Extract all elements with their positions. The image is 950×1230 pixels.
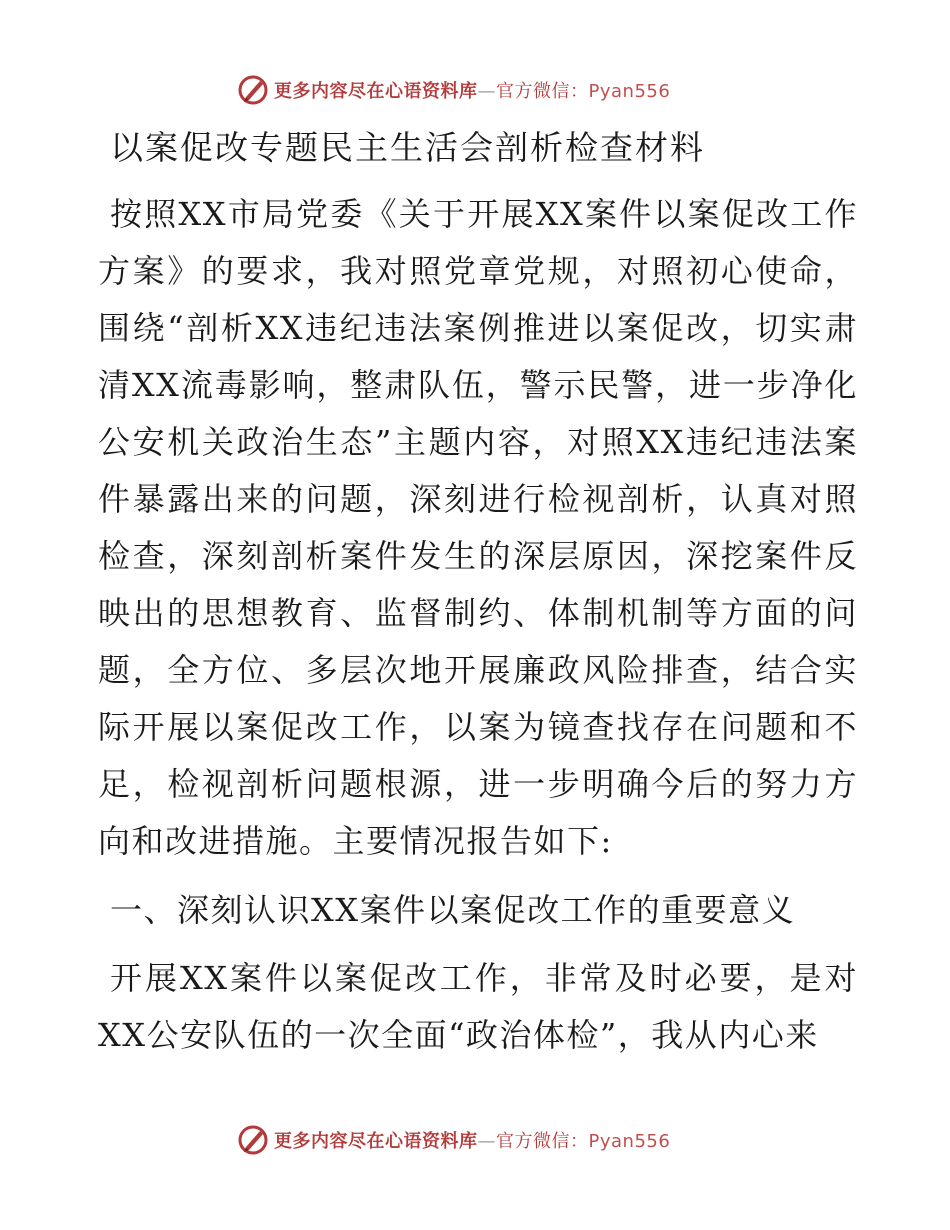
document-title: 以案促改专题民主生活会剖析检查材料	[110, 128, 705, 167]
watermark-wechat-id: Pyan556	[588, 81, 671, 102]
watermark-header	[236, 72, 670, 108]
watermark-official-label: 官方微信：	[496, 1131, 589, 1152]
paragraph-intro-text: 按照XX市局党委《关于开展XX案件以案促改工作方案》的要求，我对照党章党规，对照初心使命，围绕“剖析XX违纪违法案例推进以案促改，切实肃清XX流毒影响，整肃队伍，警示民警，进一步净化公安机关政治生态”主题内容，对照XX违纪违法案件暴露出来的问题，深刻进行检视剖析，认真对照检查，深刻剖析案件发生的深层原因，深挖案件反映出的思想教育、监督制约、体制机制等方面的问题，全方位、多层次地开展廉政风险排查，结合实际开展以案促改工作，以案为镜查找存在问题和不足，检视剖析问题根源，进一步明确今后的努力方向和改进措施。主要情况报告如下:	[98, 195, 858, 860]
watermark-dash: —	[477, 1131, 496, 1152]
document-body	[98, 122, 858, 1064]
watermark-official-label: 官方微信：	[496, 81, 589, 102]
pen-logo-icon	[236, 1123, 270, 1157]
watermark-site: 更多内容尽在心语资料库	[274, 1131, 478, 1152]
watermark-wechat-id: Pyan556	[588, 1131, 671, 1152]
pen-logo-icon	[236, 73, 270, 107]
paragraph-section-1	[98, 950, 858, 1064]
watermark-dash: —	[477, 81, 496, 102]
watermark-footer	[236, 1122, 670, 1158]
section-heading-1: 一、深刻认识XX案件以案促改工作的重要意义	[110, 891, 796, 929]
paragraph-intro	[98, 186, 858, 870]
paragraph-section-1-text: 开展XX案件以案促改工作，非常及时必要，是对XX公安队伍的一次全面“政治体检”，我从内心来	[98, 959, 858, 1054]
watermark-text	[274, 1127, 670, 1153]
watermark-site: 更多内容尽在心语资料库	[274, 81, 478, 102]
watermark-text	[274, 77, 670, 103]
